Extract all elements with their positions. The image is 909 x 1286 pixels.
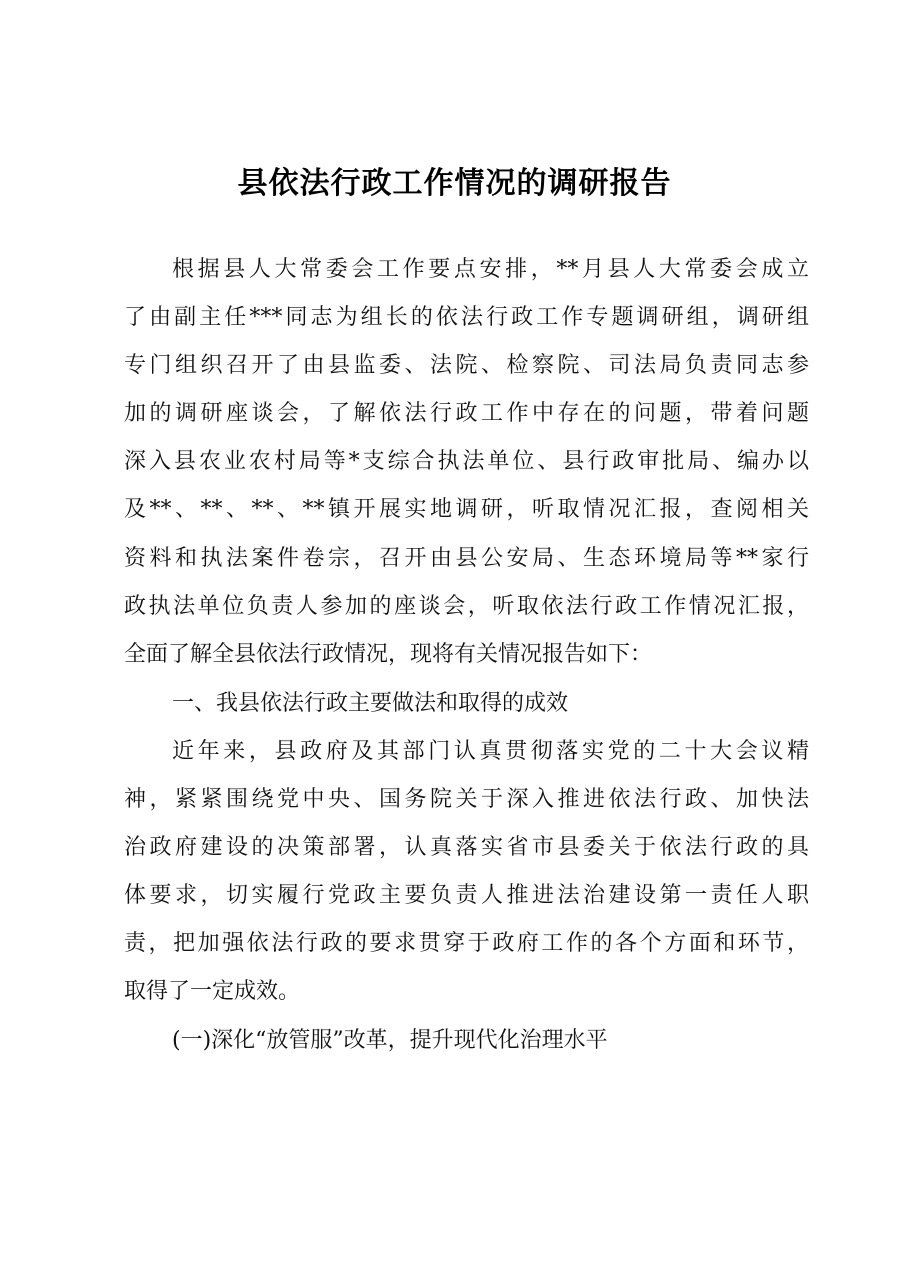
paragraph-line: 责，把加强依法行政的要求贯穿于政府工作的各个方面和环节，	[124, 931, 809, 956]
paragraph-line: (一)深化“放管服”改革，提升现代化治理水平	[172, 1028, 608, 1053]
paragraph-line: 体要求，切实履行党政主要负责人推进法治建设第一责任人职	[124, 883, 809, 908]
paragraph-line: 治政府建设的决策部署，认真落实省市县委关于依法行政的具	[124, 835, 809, 860]
paragraph-line: 全面了解全县依法行政情况，现将有关情况报告如下：	[124, 642, 653, 667]
paragraph-line: 取得了一定成效。	[124, 979, 301, 1004]
paragraph-line: 一、我县依法行政主要做法和取得的成效	[172, 691, 569, 716]
paragraph-line: 政执法单位负责人参加的座谈会，听取依法行政工作情况汇报，	[124, 594, 809, 619]
paragraph-line: 根据县人大常委会工作要点安排，**月县人大常委会成立	[172, 257, 809, 282]
paragraph-line: 深入县农业农村局等*支综合执法单位、县行政审批局、编办以	[124, 449, 809, 474]
paragraph-line: 神，紧紧围绕党中央、国务院关于深入推进依法行政、加快法	[124, 787, 809, 812]
paragraph-line: 及**、**、**、**镇开展实地调研，听取情况汇报，查阅相关	[124, 497, 809, 522]
paragraph-line: 了由副主任***同志为组长的依法行政工作专题调研组，调研组	[124, 305, 809, 330]
paragraph-line: 近年来，县政府及其部门认真贯彻落实党的二十大会议精	[172, 739, 809, 764]
paragraph-line: 专门组织召开了由县监委、法院、检察院、司法局负责同志参	[124, 353, 809, 378]
paragraph-line: 加的调研座谈会，了解依法行政工作中存在的问题，带着问题	[124, 401, 809, 426]
document-title: 县依法行政工作情况的调研报告	[237, 166, 672, 201]
paragraph-line: 资料和执法案件卷宗，召开由县公安局、生态环境局等**家行	[124, 546, 809, 571]
